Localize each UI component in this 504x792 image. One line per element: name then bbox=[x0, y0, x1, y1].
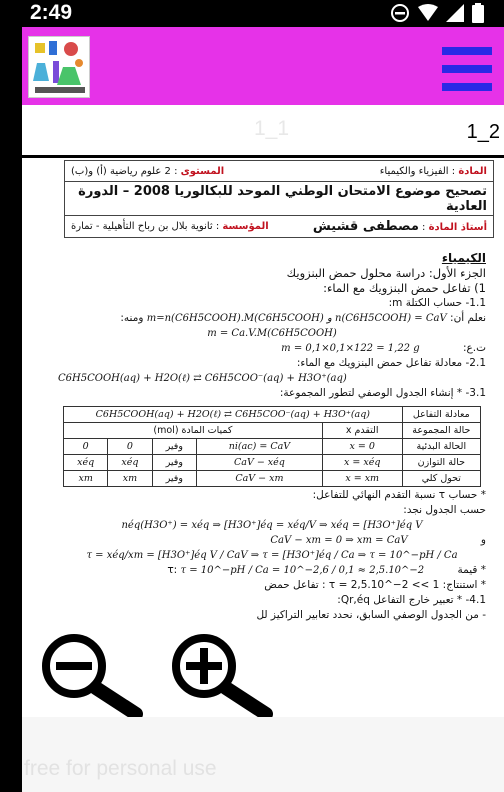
teacher-value: مصطفى قشيش bbox=[312, 219, 419, 234]
xm-expression: CaV − xm = 0 ⇒ xm = CaV bbox=[270, 535, 408, 546]
tau-intro: * حساب τ نسبة التقدم النهائي للتفاعل: bbox=[312, 489, 486, 501]
zoom-out-icon bbox=[32, 632, 152, 717]
wifi-icon bbox=[418, 4, 438, 22]
table-cell: CaV − xm bbox=[197, 471, 323, 487]
question-4-1: 4.1- * تعبير خارج التفاعل Qr,éq: bbox=[337, 594, 486, 606]
reaction-cell: C6H5COOH(aq) + H2O(ℓ) ⇄ C6H5COO⁻(aq) + H3O⁺(aq) bbox=[64, 407, 403, 423]
table-cell: ni(ac) = CaV bbox=[197, 439, 323, 455]
school-label: المؤسسة bbox=[222, 221, 269, 232]
level-label: المستوى bbox=[180, 165, 225, 177]
table-cell: x = xéq bbox=[322, 455, 402, 471]
from-table-label: حسب الجدول نجد: bbox=[403, 504, 486, 516]
table-row bbox=[64, 439, 481, 455]
level-cell: المستوى : 2 علوم رياضية (أ) و(ب) bbox=[71, 165, 225, 177]
level-value: 2 علوم رياضية (أ) و(ب) bbox=[71, 165, 171, 177]
part-one-title: الجزء الأول: دراسة محلول حمض البنزويك bbox=[286, 266, 486, 280]
mass-expression: m = Ca.V.M(C6H5COOH) bbox=[207, 328, 337, 339]
table-cell: x = xm bbox=[322, 471, 402, 487]
table-cell: وفير bbox=[152, 439, 197, 455]
menu-bar-2 bbox=[442, 65, 492, 73]
table-row bbox=[64, 455, 481, 471]
circle-minus-icon bbox=[390, 3, 410, 23]
xm-line bbox=[58, 534, 486, 547]
battery-icon bbox=[472, 3, 484, 23]
question-1-1: 1.1- حساب الكتلة m: bbox=[388, 297, 486, 309]
app-screen bbox=[22, 27, 504, 792]
table-row bbox=[64, 423, 481, 439]
header-row-subject bbox=[65, 161, 493, 182]
app-header bbox=[22, 27, 504, 105]
title-bar bbox=[22, 105, 504, 157]
table-cell: x = 0 bbox=[322, 439, 402, 455]
mass-numeric: m = 0,1×0,1×122 = 1,22 g bbox=[281, 343, 420, 354]
tau-expression: τ = xéq/xm = [H3O⁺]éq V / CaV ⇒ τ = [H3O⁺]éq / Ca ⇒ τ = 10^−pH / Ca bbox=[86, 550, 458, 561]
numeric-label: ت.ع: bbox=[462, 342, 486, 354]
conclusion-line bbox=[58, 579, 486, 592]
table-cell: xéq bbox=[108, 455, 152, 471]
zoom-controls bbox=[32, 632, 302, 717]
advance-header: التقدم x bbox=[322, 423, 402, 439]
status-icons bbox=[390, 3, 484, 23]
table-cell: 0 bbox=[64, 439, 108, 455]
question-3-1: 3.1- * إنشاء الجدول الوصفي لتطور المجموعة: bbox=[279, 387, 486, 399]
title-divider bbox=[22, 155, 504, 158]
mass-formula-line bbox=[58, 312, 486, 325]
neq-expression: néq(H3O⁺) = xéq ⇒ [H3O⁺]éq = xéq/V ⇒ xéq = [H3O⁺]éq V bbox=[121, 520, 423, 531]
table-cell: CaV − xéq bbox=[197, 455, 323, 471]
state-header: حالة المجموعة bbox=[402, 423, 480, 439]
mass-formula: n(C6H5COOH) = CaV و m=n(C6H5COOH).M(C6H5COOH) bbox=[146, 313, 447, 324]
status-time: 2:49 bbox=[30, 1, 73, 24]
table-cell: xm bbox=[64, 471, 108, 487]
zoom-in-button[interactable] bbox=[162, 632, 282, 717]
conclusion-label: * استنتاج: bbox=[442, 579, 486, 591]
conclusion-text: τ = 2,5.10^−2 << 1 : تفاعل حمض bbox=[264, 579, 440, 591]
signal-icon bbox=[446, 4, 464, 22]
we-know-label: نعلم أن: bbox=[450, 312, 486, 324]
tau-numeric: τ = 10^−pH / Ca = 10^−2,6 / 0,1 ≈ 2,5.10^−2 bbox=[180, 565, 425, 576]
exam-title: تصحيح موضوع الامتحان الوطني الموحد للبكالوريا 2008 – الدورة العادية bbox=[78, 183, 487, 214]
document-header bbox=[64, 160, 494, 238]
table-cell: xéq bbox=[64, 455, 108, 471]
tau-value-line bbox=[58, 564, 486, 577]
subject-label: المادة bbox=[458, 165, 487, 177]
table-cell: xm bbox=[108, 471, 152, 487]
menu-bar-3 bbox=[442, 83, 492, 91]
table-cell: 0 bbox=[108, 439, 152, 455]
document-body bbox=[54, 238, 494, 622]
lab-equipment-logo[interactable] bbox=[28, 36, 90, 98]
final-line: - من الجدول الوصفي السابق، نحدد تعابير التراكيز لل bbox=[256, 609, 486, 621]
status-bar bbox=[0, 0, 504, 27]
footer bbox=[22, 717, 504, 792]
question-1: 1) تفاعل حمض البنزويك مع الماء: bbox=[323, 281, 486, 295]
and-from-it-label: ومنه: bbox=[120, 312, 144, 324]
menu-bar-1 bbox=[442, 47, 492, 55]
lab-equipment-icon bbox=[29, 37, 90, 98]
zoom-out-button[interactable] bbox=[32, 632, 152, 717]
table-cell: وفير bbox=[152, 471, 197, 487]
zoom-in-icon bbox=[162, 632, 282, 717]
reaction-equation: C6H5COOH(aq) + H2O(ℓ) ⇄ C6H5COO⁻(aq) + H3O⁺(aq) bbox=[58, 373, 347, 384]
quantities-header: كميات المادة (mol) bbox=[64, 423, 323, 439]
school-cell: المؤسسة : ثانوية بلال بن رباح التأهيلية - تمارة bbox=[71, 221, 269, 232]
table-row bbox=[64, 471, 481, 487]
table-cell: وفير bbox=[152, 455, 197, 471]
tau-value-label: * قيمة τ: bbox=[167, 564, 486, 576]
header-row-teacher bbox=[65, 216, 493, 237]
table-row bbox=[64, 407, 481, 423]
table-cell: الحالة البدئية bbox=[402, 439, 480, 455]
question-2-1: 2.1- معادلة تفاعل حمض البنزويك مع الماء: bbox=[296, 357, 486, 369]
teacher-label: أستاذ المادة bbox=[428, 222, 487, 233]
ghost-title: 1_1 bbox=[254, 117, 290, 140]
advancement-table bbox=[63, 406, 481, 487]
subject-value: الفيزياء والكيمياء bbox=[379, 165, 449, 177]
school-value: ثانوية بلال بن رباح التأهيلية - تمارة bbox=[71, 221, 213, 232]
subject-cell: المادة : الفيزياء والكيمياء bbox=[379, 165, 487, 177]
chemistry-title: الكيمياء bbox=[441, 251, 486, 265]
table-cell: حالة التوازن bbox=[402, 455, 480, 471]
and-label: و bbox=[480, 534, 486, 546]
table-cell: تحول كلي bbox=[402, 471, 480, 487]
page-number: 1_2 bbox=[466, 121, 500, 143]
watermark: free for personal use bbox=[24, 757, 217, 780]
mass-numeric-line bbox=[58, 342, 486, 355]
reaction-header: معادلة التفاعل bbox=[402, 407, 480, 423]
teacher-cell: أستاذ المادة : مصطفى قشيش bbox=[312, 219, 487, 234]
hamburger-menu-button[interactable] bbox=[442, 47, 492, 91]
header-row-title bbox=[65, 182, 493, 216]
